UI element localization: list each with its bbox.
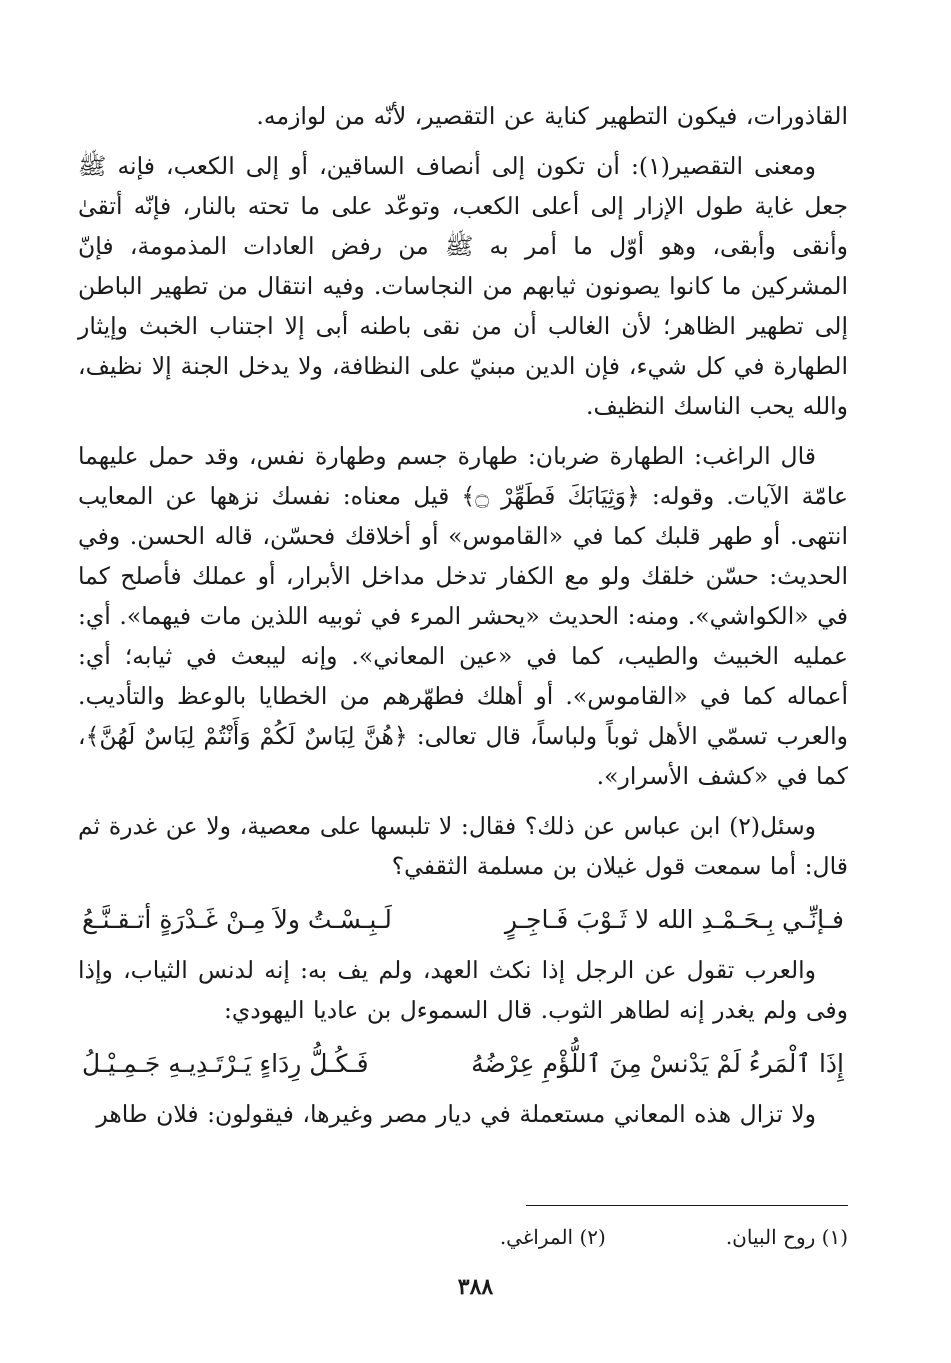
footnote-2: (٢) المراغي. <box>499 1225 606 1249</box>
page-number: ٣٨٨ <box>457 1274 494 1300</box>
paragraph-egypt: ولا تزال هذه المعاني مستعملة في ديار مصر وغيرها، فيقولون: فلان طاهر <box>96 1100 816 1128</box>
verse-second-hemistich: فَـكُـلُّ رِدَاءٍ يَـرْتَـدِيـهِ جَـمِـيْـلُ <box>82 1049 369 1078</box>
paragraph-raghib: قال الراغب: الطهارة ضربان: طهارة جسم وطهارة نفس، وقد حمل عليهما عامّة الآيات. وقوله: ﴿وَثِيَابَكَ فَطَهِّرْ ۝﴾ قيل معناه: نفسك نزهها عن المعايب انتهى. أو طهر قلبك كما في «القاموس» أو أخلاقك فحسّن، قاله الحسن. وفي الحديث: حسّن خلقك ولو مع الكفار تدخل مداخل الأبرار، أو عملك فأصلح كما في «الكواشي». ومنه: الحديث «يحشر المرء في ثوبيه اللذين مات فيهما». أي: عمليه الخبيث والطيب، كما في «عين المعاني». وإنه ليبعث في ثيابه؛ أي: أعماله كما في «القاموس». أو أهلك فطهّرهم من الخطايا بالوعظ والتأديب. والعرب تسمّي الأهل ثوباً ولباساً، قال تعالى: ﴿هُنَّ لِبَاسٌ لَكُمْ وَأَنْتُمْ لِبَاسٌ لَهُنَّ﴾، كما في «كشف الأسرار». <box>78 442 848 790</box>
verse-second-hemistich: لَـبِـسْـتُ ولاَ مِـنْ غَـدْرَةٍ أتـقـنَّـعُ <box>82 905 392 934</box>
page-body <box>78 96 848 1144</box>
paragraph-taqsir: ومعنى التقصير(١): أن تكون إلى أنصاف الساقين، أو إلى الكعب، فإنه ﷺ جعل غاية طول الإزار إلى أعلى الكعب، وتوعّد على ما تحته بالنار، فإنّه أتقىٰ وأنقى وأبقى، وهو أوّل ما أمر به ﷺ من رفض العادات المذمومة، فإنّ المشركين ما كانوا يصونون ثيابهم من النجاسات. وفيه انتقال من تطهير الباطن إلى تطهير الظاهر؛ لأن الغالب أن من نقى باطنه أبى إلا اجتناب الخبث وإيثار الطهارة في كل شيء، فإن الدين مبنيّ على النظافة، ولا يدخل الجنة إلا نظيف، والله يحب الناسك النظيف. <box>78 152 848 420</box>
paragraph-arabs-say: والعرب تقول عن الرجل إذا نكث العهد، ولم يف به: إنه لدنس الثياب، وإذا وفى ولم يغدر إنه لطاهر الثوب. قال السموءل بن عاديا اليهودي: <box>78 956 848 1024</box>
footnote-divider <box>526 1205 848 1206</box>
poem-verse-samawal <box>78 1040 848 1088</box>
verse-first-hemistich: فـإنِّـي بِـحَـمْـدِ الله لا ثَـوْبَ فَـاجِـرٍ <box>504 905 844 934</box>
footnote-1: (١) روح البيان. <box>725 1225 848 1249</box>
verse-first-hemistich: إِذَا ٱلْمَرءُ لَمْ يَدْنسْ مِنَ ٱللُّؤْمِ عِرْضُهُ <box>471 1049 844 1078</box>
paragraph-continuation: القاذورات، فيكون التطهير كناية عن التقصير، لأنّه من لوازمه. <box>256 102 848 130</box>
paragraph-ibn-abbas: وسئل(٢) ابن عباس عن ذلك؟ فقال: لا تلبسها على معصية، ولا عن غدرة ثم قال: أما سمعت قول غيلان بن مسلمة الثقفي؟ <box>78 812 848 880</box>
footnotes <box>288 1222 848 1252</box>
poem-verse-ghaylan <box>78 896 848 944</box>
